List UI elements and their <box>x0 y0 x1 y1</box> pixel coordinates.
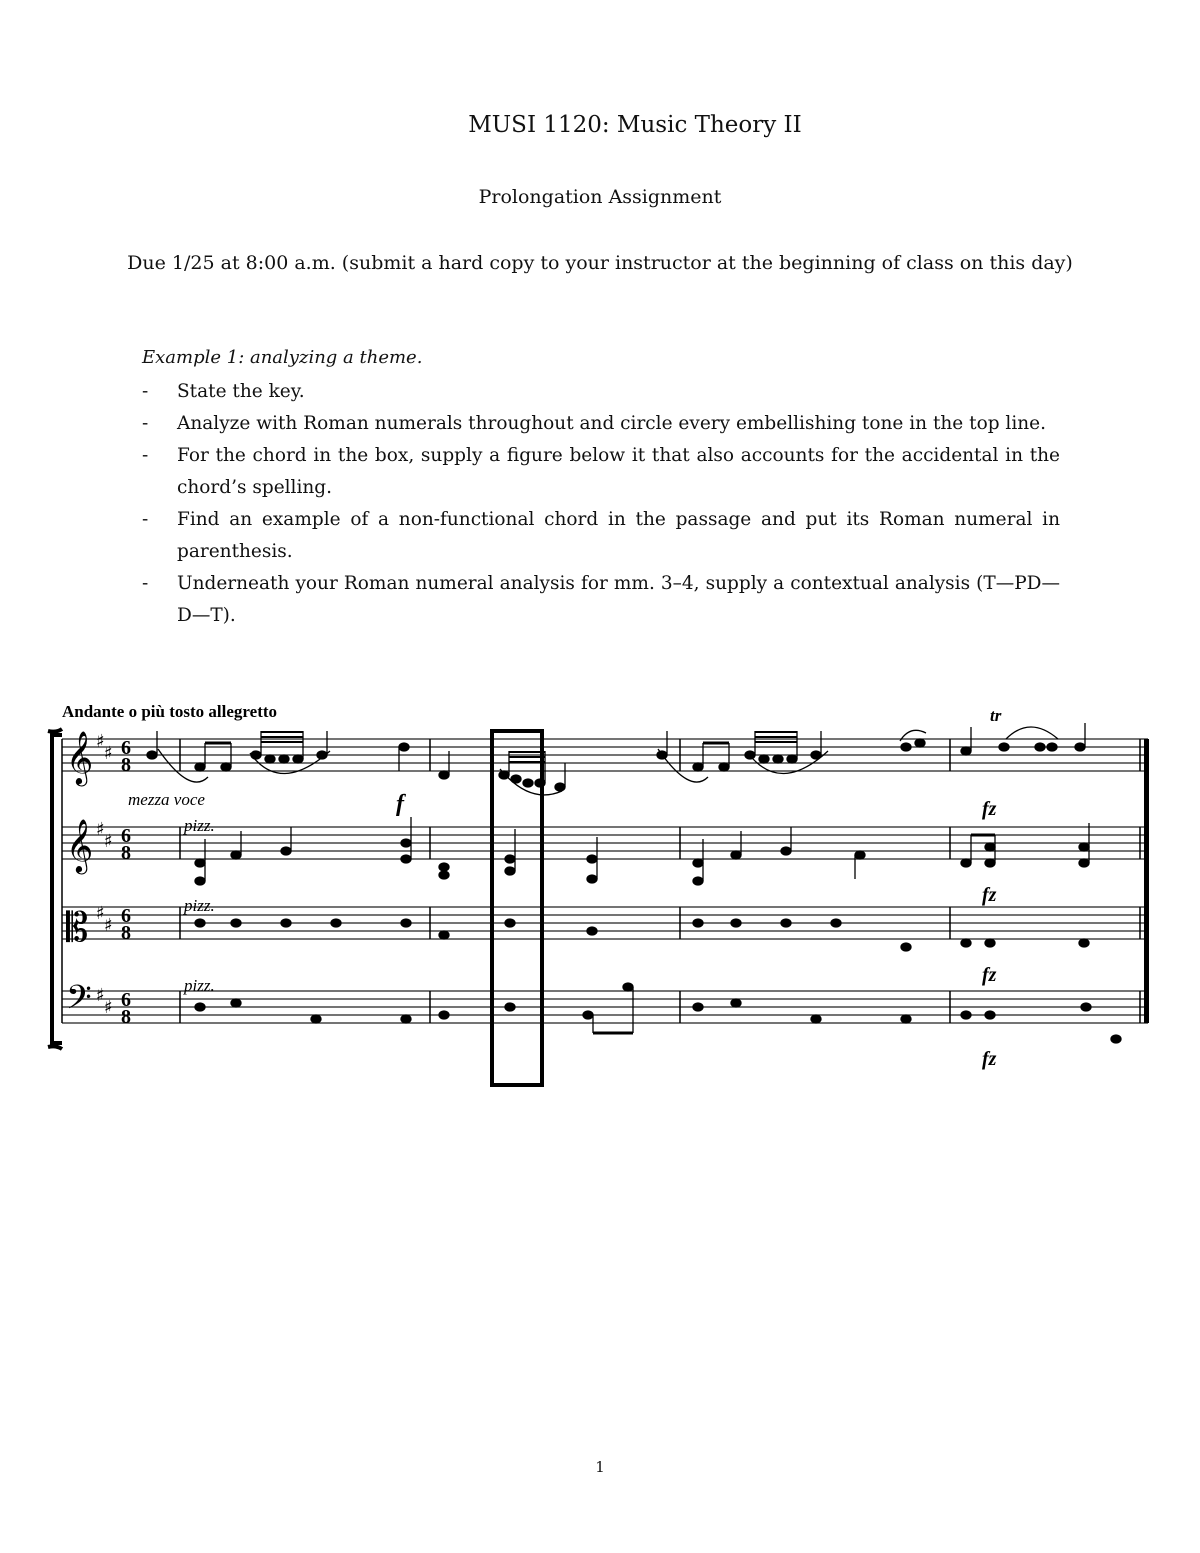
dynamic-marking: fz <box>982 1048 997 1070</box>
pizz-marking: pizz. <box>184 896 215 915</box>
instruction-item: - Analyze with Roman numerals throughout and circle every embellishing tone in the top line. <box>142 408 1060 440</box>
time-signature-top: 6 <box>121 825 131 847</box>
dynamic-marking: fz <box>982 798 997 820</box>
time-signature-top: 6 <box>121 989 131 1011</box>
svg-text:♯: ♯ <box>104 831 113 852</box>
system-bracket <box>48 729 62 1049</box>
pizz-marking: pizz. <box>184 816 215 835</box>
trill-marking: tr <box>990 706 1002 725</box>
treble-clef-icon: 𝄞 <box>66 818 94 872</box>
dynamic-marking: fz <box>982 884 997 906</box>
instruction-item: - State the key. <box>142 376 1060 408</box>
bullet-dash: - <box>142 381 149 402</box>
assignment-subtitle: Prolongation Assignment <box>478 186 722 208</box>
bullet-dash: - <box>142 573 149 594</box>
svg-text:♯: ♯ <box>96 985 105 1006</box>
instruction-item: - For the chord in the box, supply a figure below it that also accounts for the accidental in the chord’s spelling. <box>142 440 1060 504</box>
bass-notes <box>195 983 1121 1043</box>
svg-text:♯: ♯ <box>104 997 113 1018</box>
treble-clef-icon: 𝄞 <box>66 730 94 784</box>
svg-text:♯: ♯ <box>96 819 105 840</box>
score-excerpt <box>40 695 1160 1095</box>
svg-text:♯: ♯ <box>104 743 113 764</box>
time-signature-top: 6 <box>121 737 131 759</box>
page-title: MUSI 1120: Music Theory II <box>468 112 802 138</box>
instruction-item: - Underneath your Roman numeral analysis for mm. 3–4, supply a contextual analysis (T—PD—D—T). <box>142 568 1060 632</box>
page-number: 1 <box>595 1458 605 1476</box>
key-signature <box>96 731 113 1018</box>
bullet-dash: - <box>142 509 149 530</box>
example-heading: Example 1: analyzing a theme. <box>142 347 423 368</box>
pizz-marking: pizz. <box>184 976 215 995</box>
barlines <box>62 739 1140 1023</box>
due-line: Due 1/25 at 8:00 a.m. (submit a hard copy to your instructor at the beginning of class on this day) <box>127 252 1073 274</box>
instruction-item: - Find an example of a non-functional chord in the passage and put its Roman numeral in parenthesis. <box>142 504 1060 568</box>
bullet-dash: - <box>142 445 149 466</box>
dynamic-marking: fz <box>982 964 997 986</box>
time-signature-top: 6 <box>121 905 131 927</box>
instruction-list <box>142 376 1060 632</box>
svg-text:♯: ♯ <box>96 731 105 752</box>
time-signature-bottom: 8 <box>121 842 131 864</box>
tempo-marking: Andante o più tosto allegretto <box>62 702 278 721</box>
expression-marking: mezza voce <box>128 790 205 809</box>
final-barline <box>1144 739 1149 1023</box>
bass-clef-icon: 𝄢 <box>66 979 92 1025</box>
bullet-dash: - <box>142 413 149 434</box>
svg-text:♯: ♯ <box>104 915 113 936</box>
time-signature-bottom: 8 <box>121 1006 131 1028</box>
time-signature-bottom: 8 <box>121 922 131 944</box>
dynamic-marking: f <box>396 791 404 817</box>
viola-notes <box>195 919 1089 951</box>
svg-text:♯: ♯ <box>96 903 105 924</box>
alto-clef-icon: 𝄡 <box>66 905 89 951</box>
time-signature-bottom: 8 <box>121 754 131 776</box>
melody-notes <box>147 723 1085 791</box>
